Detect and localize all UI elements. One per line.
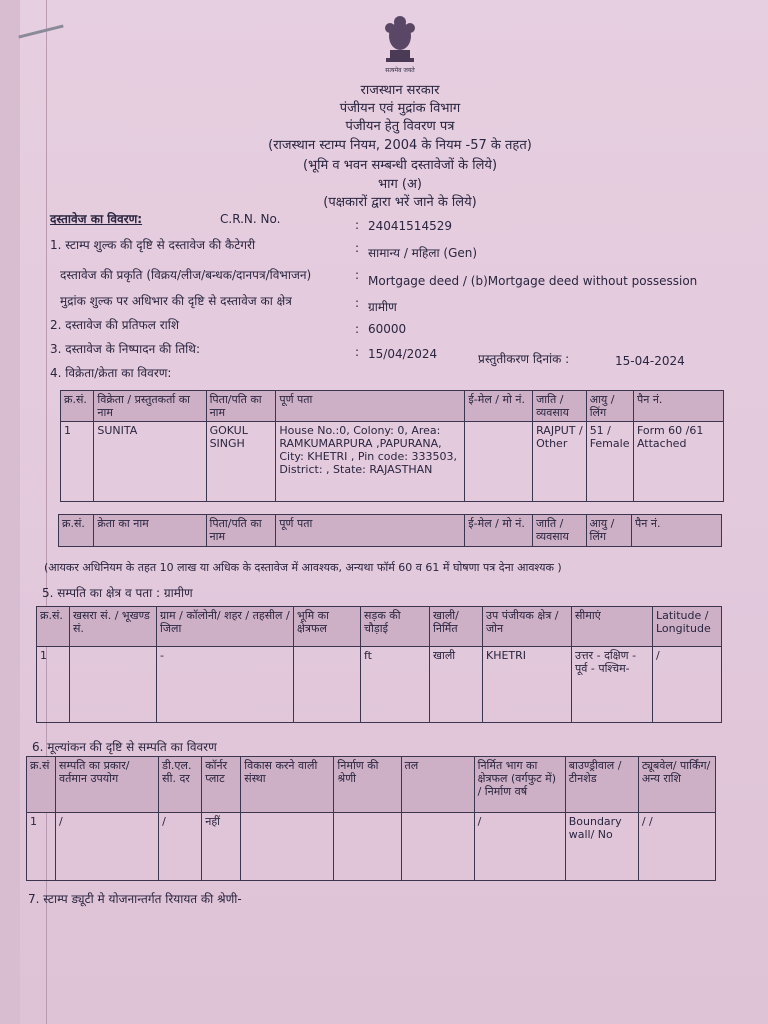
valuation-col-header: तल: [401, 757, 474, 813]
q2-label: 2. दस्तावेज की प्रतिफल राशि: [50, 318, 180, 332]
property-col-header: भूमि का क्षेत्रफल: [294, 607, 361, 647]
q1-label: 1. स्टाम्प शुल्क की दृष्टि से दस्तावेज की कैटेगरी: [50, 238, 256, 252]
property-col-header: खसरा सं. / भूखण्ड सं.: [70, 607, 157, 647]
property-col-header: उप पंजीयक क्षेत्र / जोन: [483, 607, 572, 647]
valuation-serial: 1: [27, 813, 56, 881]
header-line-1: राजस्थान सरकार: [360, 83, 440, 98]
property-col-header: खाली/ निर्मित: [430, 607, 483, 647]
q4-label: 4. विक्रेता/क्रेता का विवरण:: [50, 366, 172, 380]
valuation-col-header: ट्यूबवेल/ पार्किंग/ अन्य राशि: [638, 757, 715, 813]
buyer-col-header: आयु / लिंग: [586, 515, 631, 547]
valuation-col-header: क्र.सं: [27, 757, 56, 813]
buyer-col-header: ई-मेल / मो नं.: [465, 515, 533, 547]
valuation-col-header: बाउण्ड्रीवाल / टीनशेड: [565, 757, 638, 813]
valuation-col-header: कॉर्नर प्लाट: [202, 757, 241, 813]
q2-value: 60000: [368, 322, 407, 336]
property-table: [36, 606, 722, 723]
property-col-header: Latitude / Longitude: [653, 607, 722, 647]
colon: :: [355, 241, 360, 255]
property-col-header: सड़क की चौड़ाई: [361, 607, 430, 647]
area-value: ग्रामीण: [368, 300, 397, 314]
colon: :: [355, 268, 360, 282]
buyer-col-header: पूर्ण पता: [276, 515, 465, 547]
property-village: -: [157, 647, 294, 723]
table-row: [37, 647, 722, 723]
seller-address: House No.:0, Colony: 0, Area: RAMKUMARPURA ,PAPURANA, City: KHETRI , Pin code: 333503, District: , State: RAJASTHAN: [276, 422, 465, 502]
header-line-5: (भूमि व भवन सम्बन्धी दस्तावेजों के लिये): [302, 158, 498, 173]
q3-label: 3. दस्तावेज के निष्पादन की तिथि:: [50, 342, 200, 356]
property-col-header: क्र.सं.: [37, 607, 70, 647]
crn-label: C.R.N. No.: [220, 212, 281, 226]
property-khasra: [70, 647, 157, 723]
buyer-table: [58, 514, 722, 547]
seller-email: [465, 422, 533, 502]
buyer-col-header: क्र.सं.: [59, 515, 94, 547]
seller-col-header: जाति / व्यवसाय: [533, 391, 587, 422]
nature-value: Mortgage deed / (b)Mortgage deed without possession: [368, 274, 698, 288]
q1-value: सामान्य / महिला (Gen): [368, 246, 478, 260]
valuation-col-header: निर्माण की श्रेणी: [334, 757, 401, 813]
submit-date-value: 15-04-2024: [615, 354, 685, 368]
valuation-table: [26, 756, 716, 881]
property-status: खाली: [430, 647, 483, 723]
valuation-boundary-wall: Boundary wall/ No: [565, 813, 638, 881]
valuation-property-type: /: [56, 813, 159, 881]
seller-col-header: विक्रेता / प्रस्तुतकर्ता का नाम: [94, 391, 206, 422]
header-line-7: (पक्षकारों द्वारा भरें जाने के लिये): [323, 195, 477, 210]
valuation-col-header: डी.एल. सी. दर: [159, 757, 202, 813]
colon: :: [355, 296, 360, 310]
valuation-built-area: /: [474, 813, 565, 881]
property-road-width: ft: [361, 647, 430, 723]
buyer-col-header: क्रेता का नाम: [94, 515, 206, 547]
buyer-col-header: जाति / व्यवसाय: [532, 515, 586, 547]
nature-label: दस्तावेज की प्रकृति (विक्रय/लीज/बन्धक/दानपत्र/विभाजन): [60, 268, 312, 282]
state-emblem-icon: [378, 10, 422, 74]
colon: :: [355, 218, 360, 232]
area-label: मुद्रांक शुल्क पर अधिभार की दृष्टि से दस्तावेज का क्षेत्र: [60, 294, 292, 308]
seller-col-header: ई-मेल / मो नं.: [465, 391, 533, 422]
valuation-construction-category: [334, 813, 401, 881]
property-latlong: /: [653, 647, 722, 723]
valuation-col-header: सम्पति का प्रकार/ वर्तमान उपयोग: [56, 757, 159, 813]
valuation-dlc-rate: /: [159, 813, 202, 881]
header-line-2: पंजीयन एवं मुद्रांक विभाग: [339, 101, 461, 116]
table-row: [61, 422, 724, 502]
valuation-col-header: विकास करने वाली संस्था: [241, 757, 334, 813]
valuation-corner-plot: नहीं: [202, 813, 241, 881]
seller-pan: Form 60 /61 Attached: [633, 422, 723, 502]
q5-label: 5. सम्पति का क्षेत्र व पता : ग्रामीण: [42, 586, 193, 600]
seller-caste: RAJPUT / Other: [533, 422, 587, 502]
submit-date-label: प्रस्तुतीकरण दिनांक :: [478, 352, 570, 366]
emblem-motto: सत्यमेव जयते: [385, 67, 415, 74]
property-col-header: ग्राम / कॉलोनी/ शहर / तहसील / जिला: [157, 607, 294, 647]
seller-col-header: पिता/पति का नाम: [206, 391, 276, 422]
q7-label: 7. स्टाम्प ड्यूटी मे योजनान्तर्गत रियायत की श्रेणी-: [28, 892, 242, 906]
property-serial: 1: [37, 647, 70, 723]
valuation-floor: [401, 813, 474, 881]
buyer-col-header: पैन नं.: [631, 515, 721, 547]
q3-value: 15/04/2024: [368, 347, 438, 361]
q6-label: 6. मूल्यांकन की दृष्टि से सम्पति का विवरण: [32, 740, 217, 754]
seller-col-header: पूर्ण पता: [276, 391, 465, 422]
property-zone: KHETRI: [483, 647, 572, 723]
header-line-3: पंजीयन हेतु विवरण पत्र: [345, 119, 455, 134]
property-area: [294, 647, 361, 723]
valuation-col-header: निर्मित भाग का क्षेत्रफल (वर्गफुट में) / निर्माण वर्ष: [474, 757, 565, 813]
seller-col-header: पैन नं.: [633, 391, 723, 422]
table-row: [27, 813, 716, 881]
colon: :: [355, 345, 360, 359]
section-title: दस्तावेज का विवरण:: [50, 212, 143, 226]
seller-col-header: आयु / लिंग: [586, 391, 633, 422]
pan-note: (आयकर अधिनियम के तहत 10 लाख या अधिक के दस्तावेज में आवश्यक, अन्यथा फॉर्म 60 व 61 में घोषणा पत्र देना आवश्यक ): [44, 561, 562, 574]
seller-serial: 1: [61, 422, 94, 502]
crn-value: 24041514529: [368, 219, 452, 233]
valuation-tubewell: / /: [638, 813, 715, 881]
property-col-header: सीमाएं: [572, 607, 653, 647]
buyer-col-header: पिता/पति का नाम: [206, 515, 276, 547]
seller-col-header: क्र.सं.: [61, 391, 94, 422]
property-boundaries: उत्तर - दक्षिण - पूर्व - पश्चिम-: [572, 647, 653, 723]
seller-father-name: GOKUL SINGH: [206, 422, 276, 502]
seller-name: SUNITA: [94, 422, 206, 502]
header-line-4: (राजस्थान स्टाम्प नियम, 2004 के नियम -57 के तहत): [268, 138, 532, 153]
colon: :: [355, 322, 360, 336]
seller-table: [60, 390, 724, 502]
seller-age: 51 / Female: [586, 422, 633, 502]
valuation-developer: [241, 813, 334, 881]
header-line-6: भाग (अ): [377, 177, 423, 192]
